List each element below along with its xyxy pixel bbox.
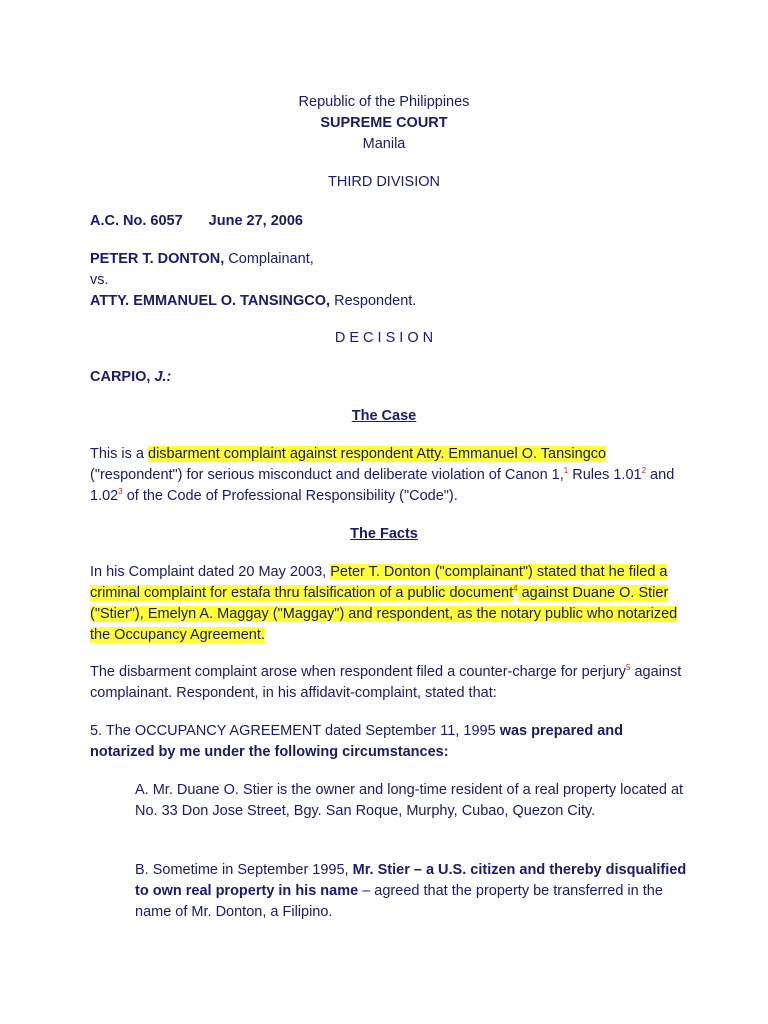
footnote-ref-3[interactable]: 3 [118, 487, 123, 497]
ponente-name: CARPIO, [90, 369, 155, 385]
court-name: SUPREME COURT [320, 115, 448, 131]
text-span: 5. The OCCUPANCY AGREEMENT dated September 11, 1995 [90, 723, 500, 739]
complainant-name: PETER T. DONTON, [90, 251, 225, 267]
highlighted-text: against Duane O. Stier ("Stier"), Emelyn A. Maggay ("Maggay") and respondent, as the notary public who notarized the Occupancy Agreement. [90, 585, 678, 643]
respondent-name: ATTY. EMMANUEL O. TANSINGCO, [90, 293, 331, 309]
footnote-ref-4[interactable]: 4 [513, 584, 518, 594]
text-span: of the Code of Professional Responsibility ("Code"). [122, 488, 458, 504]
footnote-ref-5[interactable]: 5 [625, 663, 631, 673]
respondent-line [90, 291, 688, 312]
highlighted-text: Peter T. Donton ("complainant") stated that he filed a criminal complaint for estafa thru falsification of a public document [90, 564, 668, 601]
complainant-role: Complainant, [224, 251, 314, 267]
case-number-line [90, 211, 688, 232]
section-heading-facts: The Facts [350, 526, 418, 542]
respondent-role: Respondent. [330, 293, 417, 309]
footnote-ref-2[interactable]: 2 [641, 466, 647, 476]
paragraph-item-b [135, 860, 688, 923]
text-span: and 1.02 [90, 467, 675, 504]
decision-title: D E C I S I O N [334, 330, 434, 346]
text-span: Rules 1.01 [568, 467, 642, 483]
text-span: The disbarment complaint arose when respondent filed a counter-charge for perjury [90, 664, 626, 680]
paragraph-complaint [90, 562, 688, 646]
section-heading-case: The Case [351, 408, 417, 424]
paragraph-case-intro [90, 444, 688, 507]
paragraph-counter-charge [90, 662, 688, 704]
versus: vs. [90, 272, 109, 288]
division-title: THIRD DIVISION [328, 174, 440, 190]
text-span: This is a [90, 446, 149, 462]
text-span: In his Complaint dated 20 May 2003, [90, 564, 331, 580]
parties-block [90, 249, 688, 312]
text-span: – agreed that the property be transferred in the name of Mr. Donton, a Filipino. [135, 883, 663, 920]
paragraph-item-a: A. Mr. Duane O. Stier is the owner and long-time resident of a real property located at No. 33 Don Jose Street, Bgy. San Roque, Murphy, Cubao, Quezon City. [135, 782, 684, 819]
emphasized-text: Mr. Stier – a U.S. citizen and thereby disqualified to own real property in his name [135, 862, 687, 899]
case-number: A.C. No. 6057 [90, 213, 183, 229]
highlighted-text: disbarment complaint against respondent Atty. Emmanuel O. Tansingco [148, 446, 607, 462]
ponente-line [90, 367, 688, 388]
footnote-ref-1[interactable]: 1 [563, 466, 569, 476]
text-span: against complainant. Respondent, in his affidavit-complaint, stated that: [90, 664, 682, 701]
text-span: B. Sometime in September 1995, [135, 862, 353, 878]
emphasized-text: was prepared and notarized by me under the following circumstances: [90, 723, 623, 760]
text-span: ("respondent") for serious misconduct and deliberate violation of Canon 1, [90, 467, 564, 483]
court-header [0, 92, 768, 155]
republic-line: Republic of the Philippines [298, 94, 470, 110]
complainant-line [90, 249, 688, 270]
paragraph-item-5 [90, 721, 688, 763]
ponente-suffix: J.: [154, 369, 172, 385]
case-date: June 27, 2006 [208, 213, 303, 229]
court-city: Manila [362, 136, 406, 152]
